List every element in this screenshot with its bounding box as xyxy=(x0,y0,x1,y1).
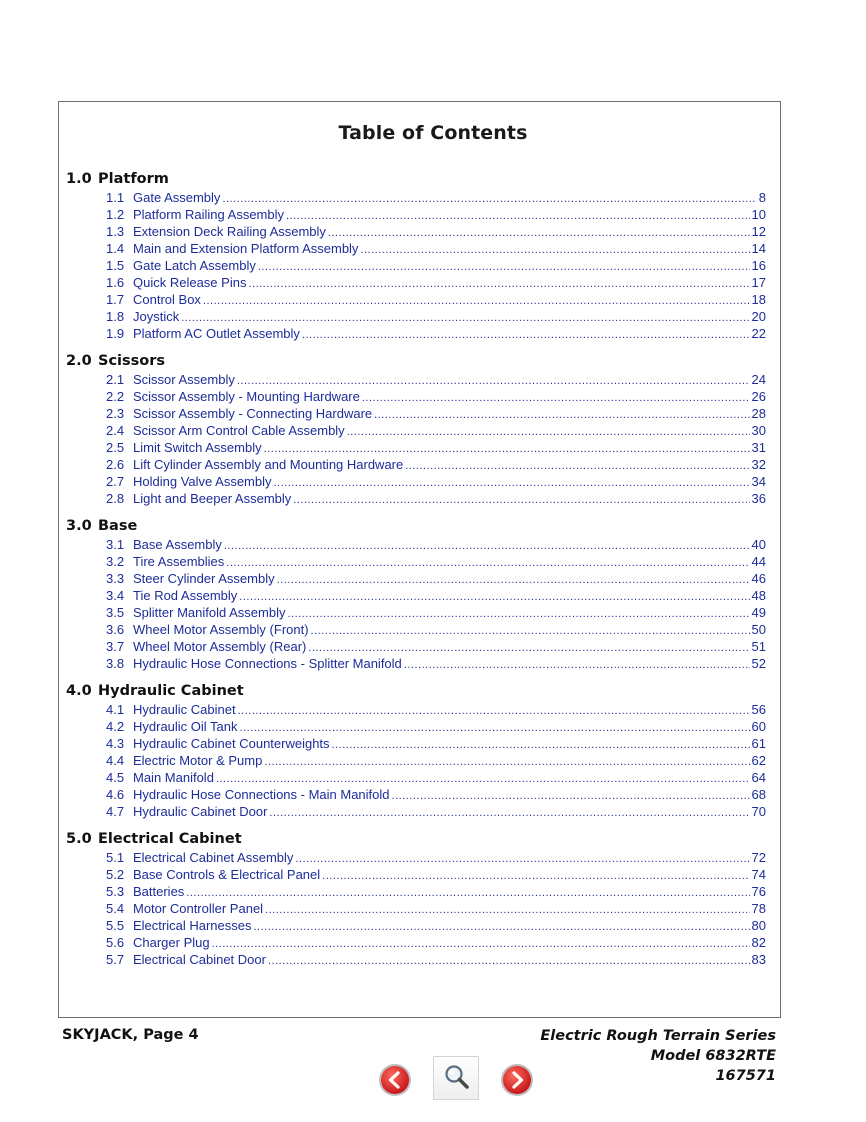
section-title: Electrical Cabinet xyxy=(98,831,242,847)
entry-number: 4.3 xyxy=(106,736,125,751)
section-heading xyxy=(66,682,766,701)
entry-number: 1.4 xyxy=(106,241,125,256)
entry-number: 4.5 xyxy=(106,770,125,785)
toc-entry-link[interactable] xyxy=(66,934,766,951)
toc-entry-link[interactable] xyxy=(66,604,766,621)
dot-leader xyxy=(332,737,750,754)
entry-title: Scissor Assembly xyxy=(133,372,235,387)
dot-leader xyxy=(269,805,749,822)
entry-number: 3.3 xyxy=(106,571,125,586)
dot-leader xyxy=(302,327,750,344)
entry-number: 2.8 xyxy=(106,491,125,506)
entry-number: 2.2 xyxy=(106,389,125,404)
footer-series: Electric Rough Terrain Series xyxy=(540,1028,776,1044)
dot-leader xyxy=(268,953,750,970)
entry-title: Electric Motor & Pump xyxy=(133,753,263,768)
entry-number: 5.2 xyxy=(106,867,125,882)
entry-page-number: 32 xyxy=(751,457,766,472)
entry-page-number: 20 xyxy=(751,309,766,324)
entry-number: 1.7 xyxy=(106,292,125,307)
entry-title: Gate Latch Assembly xyxy=(133,258,256,273)
section-heading xyxy=(66,352,766,371)
entry-title: Base Controls & Electrical Panel xyxy=(133,867,321,882)
toc-entry-link[interactable] xyxy=(66,718,766,735)
toc-entry-link[interactable] xyxy=(66,849,766,866)
section-number: 3.0 xyxy=(66,518,92,534)
entry-number: 3.2 xyxy=(106,554,125,569)
magnifier-icon xyxy=(441,1062,473,1094)
toc-entry-link[interactable] xyxy=(66,308,766,325)
entry-page-number: 28 xyxy=(751,406,766,421)
toc-entry-link[interactable] xyxy=(66,325,766,342)
entry-title: Hydraulic Cabinet Door xyxy=(133,804,268,819)
entry-number: 3.4 xyxy=(106,588,125,603)
entry-number: 1.5 xyxy=(106,258,125,273)
entry-page-number: 49 xyxy=(751,605,766,620)
toc-entry-link[interactable] xyxy=(66,735,766,752)
dot-leader xyxy=(212,936,750,953)
entry-title: Scissor Arm Control Cable Assembly xyxy=(133,423,345,438)
entry-page-number: 80 xyxy=(751,918,766,933)
toc-section xyxy=(66,352,766,507)
dot-leader xyxy=(254,919,750,936)
entry-number: 2.6 xyxy=(106,457,125,472)
entry-title: Hydraulic Cabinet Counterweights xyxy=(133,736,330,751)
dot-leader xyxy=(226,555,749,572)
toc-entry-link[interactable] xyxy=(66,638,766,655)
section-heading xyxy=(66,830,766,849)
entry-page-number: 34 xyxy=(751,474,766,489)
entry-title: Electrical Cabinet Door xyxy=(133,952,266,967)
toc-entry-link[interactable] xyxy=(66,456,766,473)
entry-title: Lift Cylinder Assembly and Mounting Hardware xyxy=(133,457,404,472)
section-number: 4.0 xyxy=(66,683,92,699)
entry-number: 3.8 xyxy=(106,656,125,671)
entry-title: Platform AC Outlet Assembly xyxy=(133,326,300,341)
toc-entry-link[interactable] xyxy=(66,951,766,968)
entry-page-number: 40 xyxy=(751,537,766,552)
dot-leader xyxy=(186,885,749,902)
toc-entry-link[interactable] xyxy=(66,240,766,257)
toc-entry-link[interactable] xyxy=(66,570,766,587)
section-title: Hydraulic Cabinet xyxy=(98,683,244,699)
toc-entry-link[interactable] xyxy=(66,536,766,553)
entry-title: Hydraulic Oil Tank xyxy=(133,719,238,734)
entry-title: Joystick xyxy=(133,309,180,324)
entry-number: 5.1 xyxy=(106,850,125,865)
dot-leader xyxy=(360,242,749,259)
entry-page-number: 22 xyxy=(751,326,766,341)
entry-title: Electrical Cabinet Assembly xyxy=(133,850,294,865)
entry-title: Scissor Assembly - Connecting Hardware xyxy=(133,406,373,421)
dot-leader xyxy=(224,538,750,555)
toc-entry-link[interactable] xyxy=(66,769,766,786)
section-heading xyxy=(66,170,766,189)
entry-number: 4.1 xyxy=(106,702,125,717)
toc-entry-link[interactable] xyxy=(66,291,766,308)
dot-leader xyxy=(295,851,749,868)
entry-page-number: 14 xyxy=(751,241,766,256)
dot-leader xyxy=(392,788,750,805)
entry-title: Holding Valve Assembly xyxy=(133,474,272,489)
entry-title: Limit Switch Assembly xyxy=(133,440,262,455)
entry-page-number: 24 xyxy=(751,372,766,387)
toc-section xyxy=(66,682,766,820)
entry-title: Wheel Motor Assembly (Rear) xyxy=(133,639,307,654)
dot-leader xyxy=(258,259,750,276)
entry-number: 4.7 xyxy=(106,804,125,819)
entry-page-number: 26 xyxy=(751,389,766,404)
dot-leader xyxy=(322,868,749,885)
entry-page-number: 82 xyxy=(751,935,766,950)
dot-leader xyxy=(277,572,750,589)
entry-title: Tire Assemblies xyxy=(133,554,225,569)
entry-title: Scissor Assembly - Mounting Hardware xyxy=(133,389,360,404)
entry-page-number: 64 xyxy=(751,770,766,785)
section-number: 1.0 xyxy=(66,171,92,187)
toc-entry-link[interactable] xyxy=(66,917,766,934)
dot-leader xyxy=(287,606,749,623)
entry-page-number: 36 xyxy=(751,491,766,506)
page-title: Table of Contents xyxy=(338,122,528,144)
entry-number: 5.5 xyxy=(106,918,125,933)
entry-page-number: 16 xyxy=(751,258,766,273)
dot-leader xyxy=(374,407,749,424)
toc-entry-link[interactable] xyxy=(66,223,766,240)
chevron-right-icon xyxy=(500,1063,534,1097)
toc-entry-link[interactable] xyxy=(66,388,766,405)
entry-title: Platform Railing Assembly xyxy=(133,207,284,222)
entry-number: 2.7 xyxy=(106,474,125,489)
entry-title: Charger Plug xyxy=(133,935,210,950)
toc-entry-link[interactable] xyxy=(66,655,766,672)
entry-number: 5.4 xyxy=(106,901,125,916)
entry-page-number: 70 xyxy=(751,804,766,819)
dot-leader xyxy=(286,208,750,225)
toc-entry-link[interactable] xyxy=(66,803,766,820)
entry-number: 4.4 xyxy=(106,753,125,768)
footer-part-number: 167571 xyxy=(715,1068,776,1084)
entry-page-number: 12 xyxy=(751,224,766,239)
toc-entry-link[interactable] xyxy=(66,490,766,507)
dot-leader xyxy=(347,424,750,441)
entry-title: Extension Deck Railing Assembly xyxy=(133,224,326,239)
toc-entry-link[interactable] xyxy=(66,553,766,570)
entry-page-number: 18 xyxy=(751,292,766,307)
entry-title: Tie Rod Assembly xyxy=(133,588,238,603)
entry-page-number: 56 xyxy=(751,702,766,717)
entry-page-number: 60 xyxy=(751,719,766,734)
entry-page-number: 30 xyxy=(751,423,766,438)
entry-page-number: 78 xyxy=(751,901,766,916)
entry-page-number: 48 xyxy=(751,588,766,603)
dot-leader xyxy=(362,390,750,407)
entry-number: 5.7 xyxy=(106,952,125,967)
entry-page-number: 31 xyxy=(751,440,766,455)
entry-number: 5.6 xyxy=(106,935,125,950)
section-title: Platform xyxy=(98,171,169,187)
dot-leader xyxy=(264,754,749,771)
entry-page-number: 83 xyxy=(751,952,766,967)
entry-page-number: 52 xyxy=(751,656,766,671)
section-heading xyxy=(66,517,766,536)
toc-entry-link[interactable] xyxy=(66,257,766,274)
entry-title: Base Assembly xyxy=(133,537,222,552)
dot-leader xyxy=(311,623,750,640)
entry-number: 4.6 xyxy=(106,787,125,802)
entry-number: 1.8 xyxy=(106,309,125,324)
entry-title: Gate Assembly xyxy=(133,190,221,205)
toc-entry-link[interactable] xyxy=(66,621,766,638)
table-of-contents xyxy=(66,170,766,978)
dot-leader xyxy=(248,276,749,293)
entry-title: Electrical Harnesses xyxy=(133,918,252,933)
entry-page-number: 51 xyxy=(751,639,766,654)
toc-entry-link[interactable] xyxy=(66,422,766,439)
entry-number: 2.3 xyxy=(106,406,125,421)
section-number: 2.0 xyxy=(66,353,92,369)
footer-model-info xyxy=(540,1026,776,1086)
entry-page-number: 10 xyxy=(751,207,766,222)
entry-page-number: 17 xyxy=(751,275,766,290)
entry-number: 2.4 xyxy=(106,423,125,438)
entry-title: Hydraulic Hose Connections - Splitter Manifold xyxy=(133,656,402,671)
entry-number: 1.3 xyxy=(106,224,125,239)
entry-page-number: 8 xyxy=(758,190,766,205)
entry-page-number: 44 xyxy=(751,554,766,569)
entry-number: 1.1 xyxy=(106,190,125,205)
entry-number: 1.6 xyxy=(106,275,125,290)
entry-title: Batteries xyxy=(133,884,185,899)
toc-entry-link[interactable] xyxy=(66,206,766,223)
dot-leader xyxy=(222,191,756,208)
entry-page-number: 68 xyxy=(751,787,766,802)
dot-leader xyxy=(328,225,750,242)
chevron-left-icon xyxy=(378,1063,412,1097)
entry-page-number: 76 xyxy=(751,884,766,899)
entry-number: 1.9 xyxy=(106,326,125,341)
entry-number: 2.5 xyxy=(106,440,125,455)
entry-page-number: 74 xyxy=(751,867,766,882)
entry-title: Main Manifold xyxy=(133,770,214,785)
dot-leader xyxy=(239,589,749,606)
dot-leader xyxy=(274,475,750,492)
toc-entry-link[interactable] xyxy=(66,866,766,883)
section-title: Base xyxy=(98,518,138,534)
toc-section xyxy=(66,517,766,672)
dot-leader xyxy=(265,902,749,919)
toc-entry-link[interactable] xyxy=(66,405,766,422)
entry-number: 1.2 xyxy=(106,207,125,222)
entry-number: 3.7 xyxy=(106,639,125,654)
footer-model: Model 6832RTE xyxy=(650,1048,776,1064)
zoom-button[interactable] xyxy=(433,1056,479,1100)
toc-entry-link[interactable] xyxy=(66,786,766,803)
toc-section xyxy=(66,830,766,968)
entry-title: Hydraulic Cabinet xyxy=(133,702,236,717)
toc-section xyxy=(66,170,766,342)
dot-leader xyxy=(405,458,749,475)
section-number: 5.0 xyxy=(66,831,92,847)
entry-number: 3.5 xyxy=(106,605,125,620)
dot-leader xyxy=(293,492,749,509)
section-title: Scissors xyxy=(98,353,166,369)
dot-leader xyxy=(203,293,750,310)
entry-number: 2.1 xyxy=(106,372,125,387)
entry-title: Control Box xyxy=(133,292,201,307)
entry-number: 3.6 xyxy=(106,622,125,637)
toc-entry-link[interactable] xyxy=(66,752,766,769)
entry-number: 5.3 xyxy=(106,884,125,899)
entry-page-number: 46 xyxy=(751,571,766,586)
entry-title: Quick Release Pins xyxy=(133,275,247,290)
entry-title: Main and Extension Platform Assembly xyxy=(133,241,359,256)
toc-entry-link[interactable] xyxy=(66,274,766,291)
entry-page-number: 50 xyxy=(751,622,766,637)
entry-title: Light and Beeper Assembly xyxy=(133,491,292,506)
entry-title: Motor Controller Panel xyxy=(133,901,264,916)
entry-page-number: 72 xyxy=(751,850,766,865)
toc-entry-link[interactable] xyxy=(66,900,766,917)
toc-entry-link[interactable] xyxy=(66,883,766,900)
entry-title: Wheel Motor Assembly (Front) xyxy=(133,622,309,637)
previous-page-button[interactable] xyxy=(378,1063,412,1097)
dot-leader xyxy=(404,657,750,674)
toc-entry-link[interactable] xyxy=(66,189,766,206)
entry-number: 4.2 xyxy=(106,719,125,734)
toc-entry-link[interactable] xyxy=(66,371,766,388)
next-page-button[interactable] xyxy=(500,1063,534,1097)
entry-title: Steer Cylinder Assembly xyxy=(133,571,275,586)
entry-title: Hydraulic Hose Connections - Main Manifold xyxy=(133,787,390,802)
toc-entry-link[interactable] xyxy=(66,439,766,456)
toc-entry-link[interactable] xyxy=(66,473,766,490)
entry-page-number: 62 xyxy=(751,753,766,768)
footer-page-label: SKYJACK, Page 4 xyxy=(62,1027,199,1043)
entry-number: 3.1 xyxy=(106,537,125,552)
entry-title: Splitter Manifold Assembly xyxy=(133,605,286,620)
dot-leader xyxy=(238,703,750,720)
toc-entry-link[interactable] xyxy=(66,587,766,604)
toc-entry-link[interactable] xyxy=(66,701,766,718)
entry-page-number: 61 xyxy=(751,736,766,751)
